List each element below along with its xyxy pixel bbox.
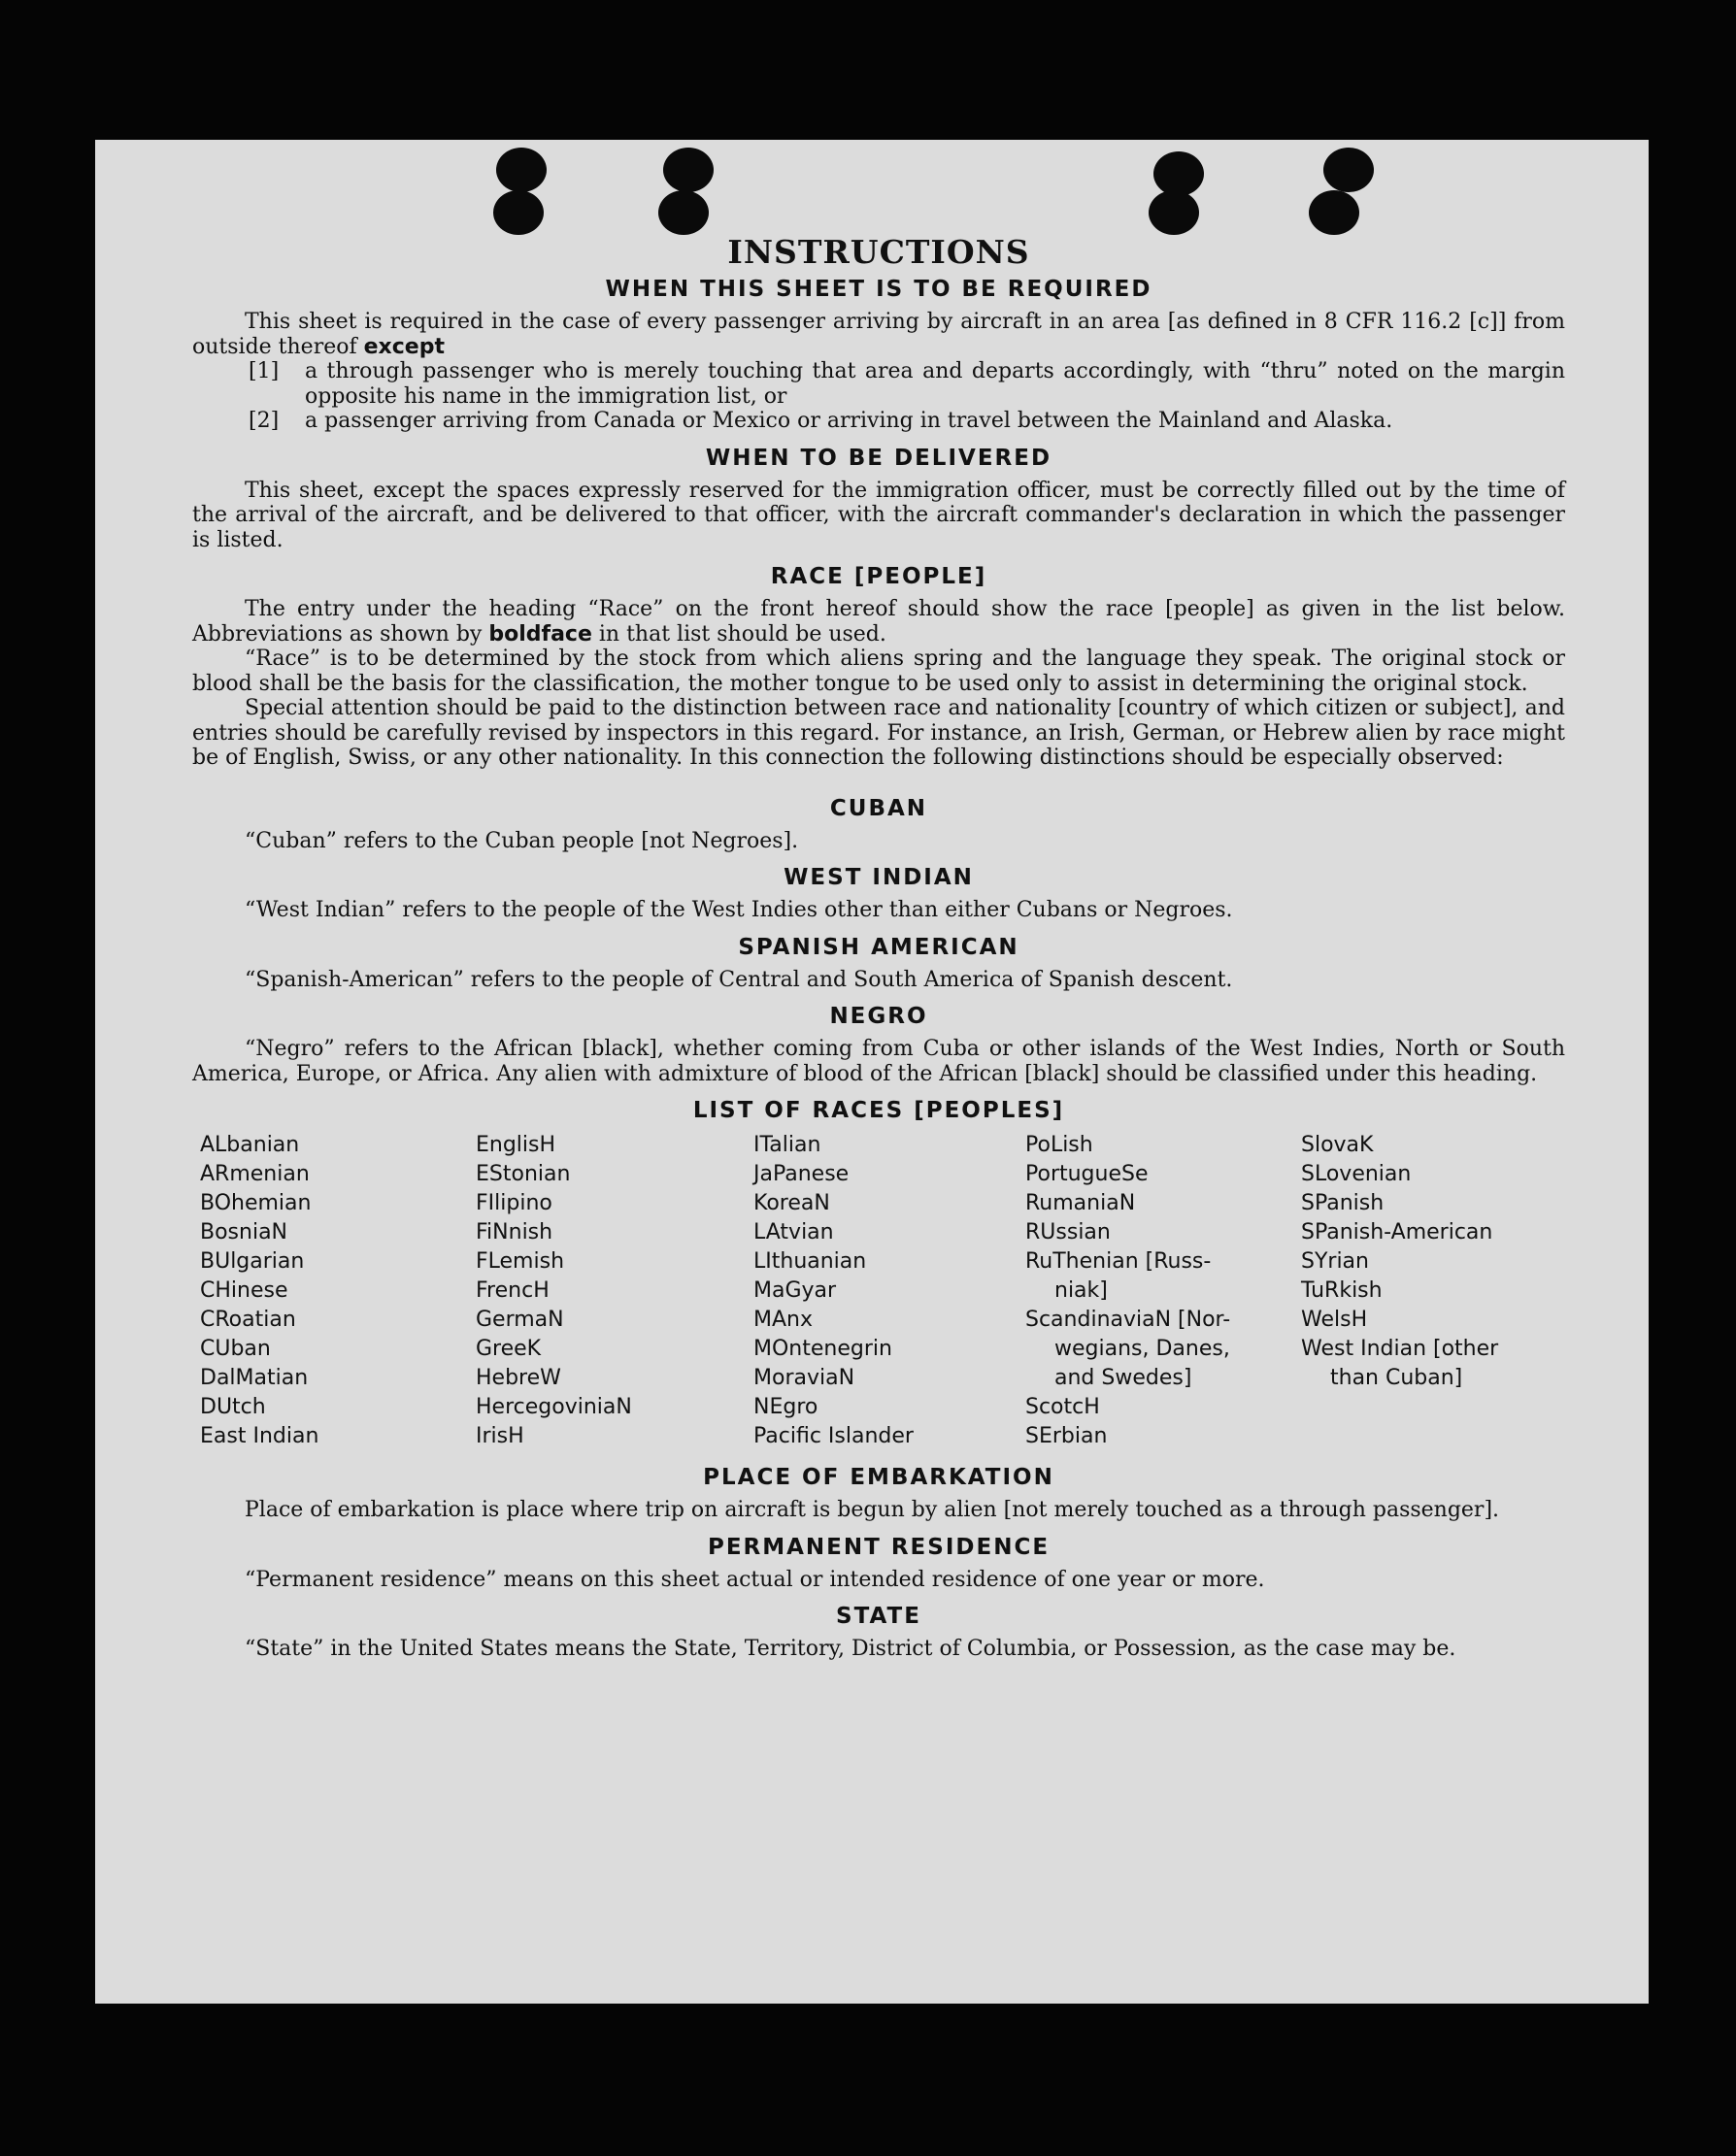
- section-heading-residence: PERMANENT RESIDENCE: [707, 1534, 1051, 1560]
- race-paragraph: The entry under the heading “Race” on the front hereof should show the race [people] as given in the list below. Abbreviations as shown by boldface in that list should be used.: [192, 597, 1565, 647]
- section-heading-race: RACE [PEOPLE]: [770, 564, 987, 589]
- race-list-entry: RuThenian [Russ-: [1025, 1249, 1212, 1274]
- race-list-entry: CUban: [200, 1337, 271, 1361]
- race-list-entry: GreeK: [476, 1337, 542, 1361]
- race-list-entry: SYrian: [1301, 1249, 1369, 1274]
- section-heading-negro: NEGRO: [829, 1004, 928, 1029]
- race-list-entry: DUtch: [200, 1395, 266, 1419]
- race-list-entry: WelsH: [1301, 1308, 1368, 1332]
- race-list-entry: LAtvian: [753, 1220, 834, 1244]
- race-list-entry: PortugueSe: [1025, 1162, 1149, 1186]
- race-list-entry: SPanish: [1301, 1191, 1385, 1215]
- race-list-entry: wegians, Danes,: [1054, 1337, 1230, 1361]
- race-list-entry: IrisH: [476, 1424, 524, 1448]
- punch-hole: [658, 190, 709, 235]
- race-list-entry: SErbian: [1025, 1424, 1108, 1448]
- race-list-entry: ARmenian: [200, 1162, 310, 1186]
- race-list-entry: MAnx: [753, 1308, 813, 1332]
- punch-hole: [1149, 190, 1199, 235]
- race-list-entry: HebreW: [476, 1366, 561, 1390]
- race-list-entry: EStonian: [476, 1162, 571, 1186]
- race-list-entry: JaPanese: [753, 1162, 850, 1186]
- race-list-entry: MoraviaN: [753, 1366, 855, 1390]
- section-heading-delivered: WHEN TO BE DELIVERED: [705, 445, 1052, 471]
- race-list-entry: FrencH: [476, 1278, 550, 1303]
- race-list-entry: BosniaN: [200, 1220, 288, 1244]
- exception-item: [1] a through passenger who is merely touching that area and departs accordingly, with “thru” noted on the margin opposite his name in the immigration list, or: [249, 359, 1565, 409]
- punch-hole: [1309, 190, 1359, 235]
- race-list-entry: SlovaK: [1301, 1133, 1374, 1157]
- race-list-entry: MaGyar: [753, 1278, 837, 1303]
- race-list-entry: RUssian: [1025, 1220, 1111, 1244]
- west-indian-paragraph: “West Indian” refers to the people of the West Indies other than either Cubans or Negroes.: [245, 898, 1233, 922]
- punch-hole: [493, 190, 544, 235]
- race-list-entry: MOntenegrin: [753, 1337, 892, 1361]
- race-list-entry: SPanish-American: [1301, 1220, 1493, 1244]
- embarkation-paragraph: Place of embarkation is place where trip on aircraft is begun by alien [not merely touched as a through passenger].: [245, 1498, 1500, 1522]
- race-paragraph: “Race” is to be determined by the stock from which aliens spring and the language they speak. The original stock or blood shall be the basis for the classification, the mother tongue to be used only to assist in determining the original stock.: [192, 647, 1565, 696]
- section-heading-list: LIST OF RACES [PEOPLES]: [692, 1098, 1065, 1123]
- race-list-entry: LIthuanian: [753, 1249, 867, 1274]
- instruction-sheet: [95, 140, 1649, 2004]
- race-list-entry: RumaniaN: [1025, 1191, 1136, 1215]
- section-heading-west-indian: WEST INDIAN: [784, 865, 974, 890]
- punch-hole: [663, 148, 714, 192]
- race-list-entry: ITalian: [753, 1133, 821, 1157]
- punch-hole: [1323, 148, 1374, 192]
- race-list-entry: PoLish: [1025, 1133, 1093, 1157]
- race-list-entry: NEgro: [753, 1395, 818, 1419]
- section-heading-cuban: CUBAN: [829, 795, 928, 821]
- race-list-entry: BUlgarian: [200, 1249, 305, 1274]
- race-list-entry: East Indian: [200, 1424, 319, 1448]
- race-list: [192, 1131, 1565, 1451]
- section-heading-required: WHEN THIS SHEET IS TO BE REQUIRED: [605, 277, 1152, 302]
- race-list-entry: SLovenian: [1301, 1162, 1412, 1186]
- race-list-entry: ScandinaviaN [Nor-: [1025, 1308, 1231, 1332]
- race-list-entry: niak]: [1054, 1278, 1108, 1303]
- race-list-entry: West Indian [other: [1301, 1337, 1499, 1361]
- section-heading-spanish-american: SPANISH AMERICAN: [738, 934, 1019, 960]
- race-list-entry: TuRkish: [1301, 1278, 1383, 1303]
- delivered-paragraph: This sheet, except the spaces expressly reserved for the immigration officer, must be correctly filled out by the time of the arrival of the aircraft, and be delivered to that officer, with the aircraft commander's declaration in which the passenger is listed.: [192, 478, 1565, 552]
- race-paragraph: Special attention should be paid to the distinction between race and nationality [country of which citizen or subject], and entries should be carefully revised by inspectors in this regard. For instance, an Irish, German, or Hebrew alien by race might be of English, Swiss, or any other nationality. In this connection the following distinctions should be especially observed:: [192, 696, 1565, 770]
- race-list-entry: than Cuban]: [1330, 1366, 1463, 1390]
- race-list-entry: [1301, 1422, 1573, 1451]
- exception-item: [2] a passenger arriving from Canada or Mexico or arriving in travel between the Mainland and Alaska.: [249, 409, 1393, 433]
- race-list-entry: and Swedes]: [1054, 1366, 1192, 1390]
- section-heading-state: STATE: [836, 1604, 921, 1629]
- race-list-entry: [1301, 1393, 1573, 1422]
- race-list-entry: GermaN: [476, 1308, 564, 1332]
- race-list-entry: ALbanian: [200, 1133, 300, 1157]
- race-list-entry: FIlipino: [476, 1191, 552, 1215]
- residence-paragraph: “Permanent residence” means on this sheet actual or intended residence of one year or more.: [245, 1567, 1265, 1592]
- spanish-american-paragraph: “Spanish-American” refers to the people of Central and South America of Spanish descent.: [245, 967, 1233, 992]
- race-list-entry: CRoatian: [200, 1308, 296, 1332]
- race-list-entry: DalMatian: [200, 1366, 309, 1390]
- race-list-entry: FLemish: [476, 1249, 565, 1274]
- race-list-entry: EnglisH: [476, 1133, 556, 1157]
- negro-paragraph: “Negro” refers to the African [black], whether coming from Cuba or other islands of the West Indies, North or South America, Europe, or Africa. Any alien with admixture of blood of the African [black] should be classified under this heading.: [192, 1037, 1565, 1086]
- race-list-entry: BOhemian: [200, 1191, 312, 1215]
- required-paragraph: This sheet is required in the case of every passenger arriving by aircraft in an area [as defined in 8 CFR 116.2 [c]] from outside thereof except: [192, 310, 1565, 359]
- race-list-entry: ScotcH: [1025, 1395, 1100, 1419]
- punch-hole: [1153, 151, 1204, 196]
- race-list-entry: KoreaN: [753, 1191, 830, 1215]
- race-list-entry: CHinese: [200, 1278, 288, 1303]
- cuban-paragraph: “Cuban” refers to the Cuban people [not Negroes].: [245, 828, 799, 853]
- punch-hole: [496, 148, 547, 192]
- page-title: INSTRUCTIONS: [727, 233, 1030, 271]
- race-list-entry: Pacific Islander: [753, 1424, 914, 1448]
- state-paragraph: “State” in the United States means the State, Territory, District of Columbia, or Possession, as the case may be.: [245, 1637, 1456, 1661]
- race-list-entry: HercegoviniaN: [476, 1395, 632, 1419]
- section-heading-embarkation: PLACE OF EMBARKATION: [703, 1465, 1054, 1490]
- race-list-entry: FiNnish: [476, 1220, 553, 1244]
